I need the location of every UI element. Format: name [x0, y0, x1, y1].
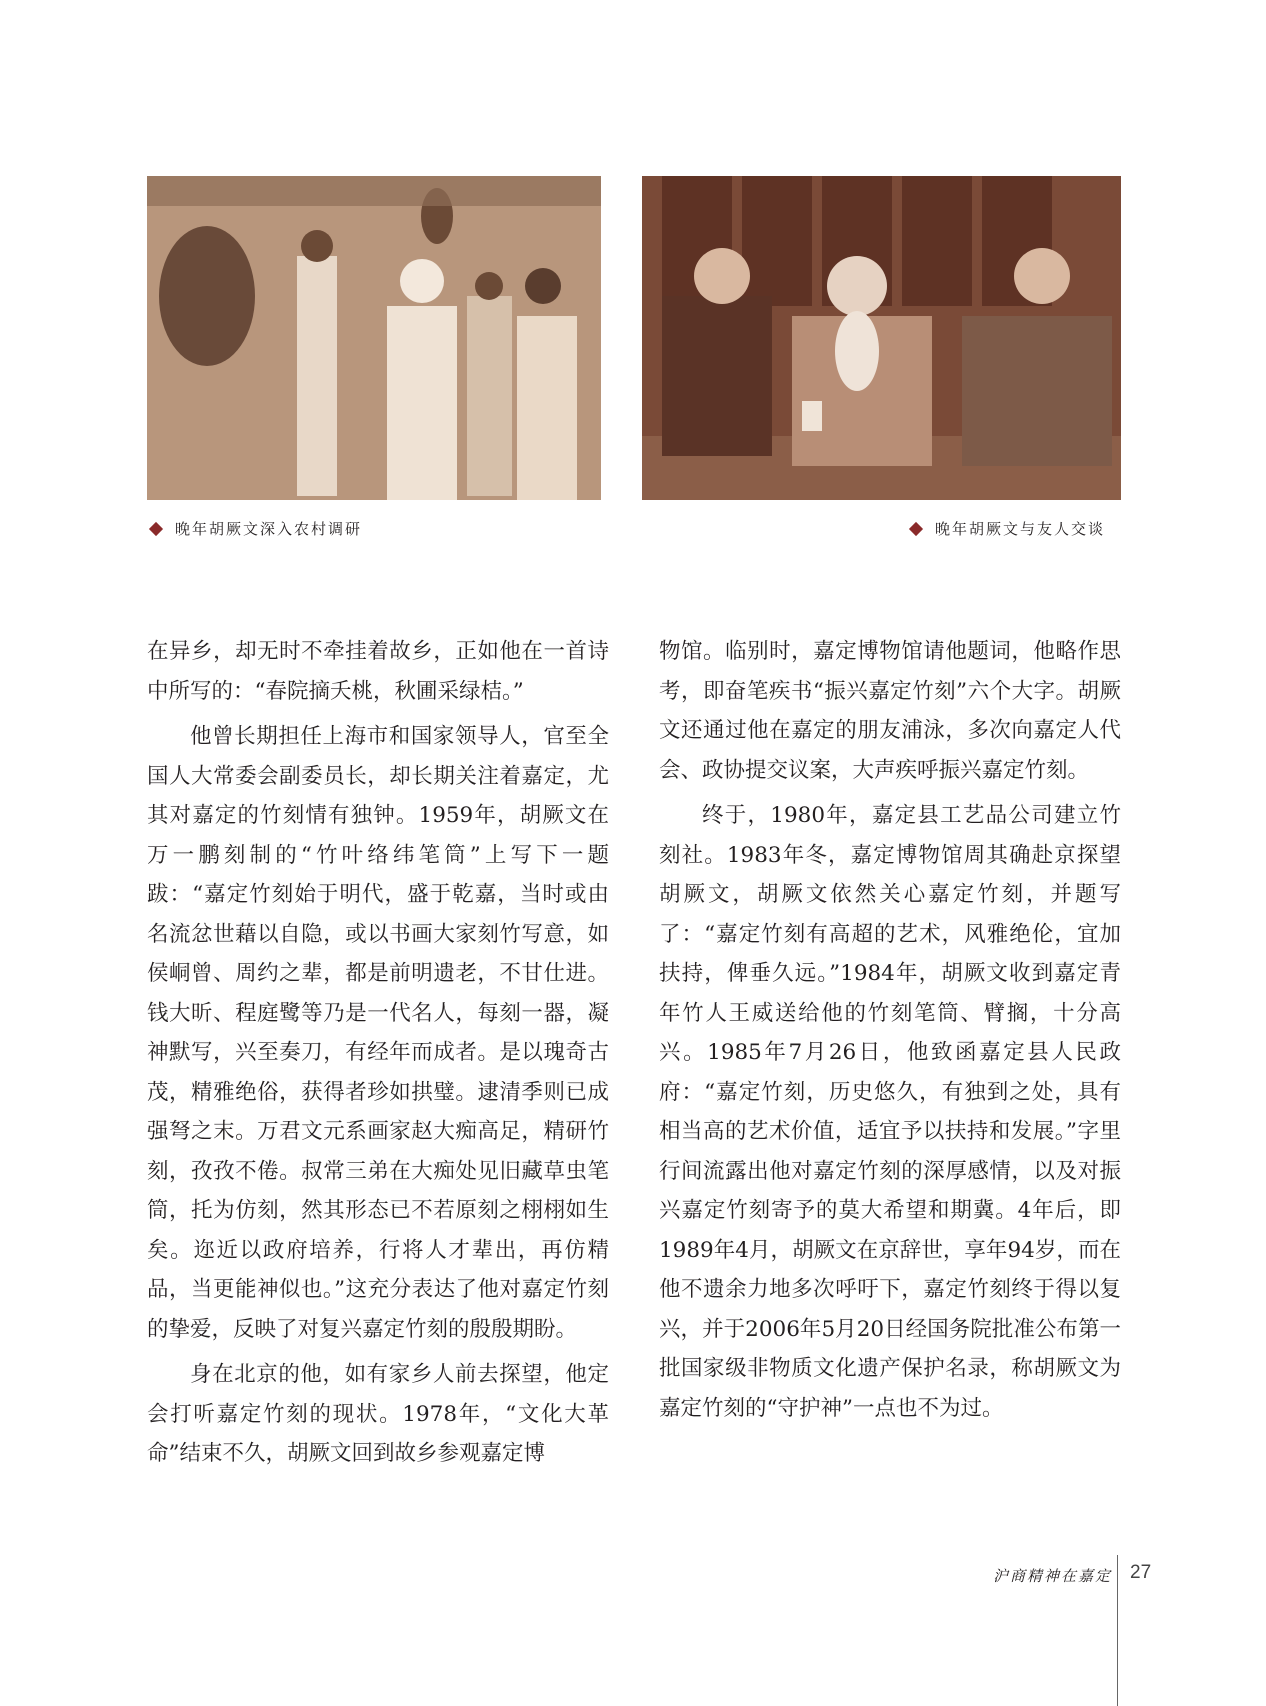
figure-caption-left	[151, 518, 362, 539]
figure-caption-left-text: 晚年胡厥文深入农村调研	[175, 520, 363, 538]
running-footer-title: 沪商精神在嘉定	[993, 1567, 1113, 1585]
figure-caption-right	[911, 518, 1105, 539]
photo-conversation	[642, 176, 1121, 500]
body-column-right	[659, 632, 1121, 1428]
paragraph: 终于，1980年，嘉定县工艺品公司建立竹刻社。1983年冬，嘉定博物馆周其确赴京探望胡厥文，胡厥文依然关心嘉定竹刻，并题写了：“嘉定竹刻有高超的艺术，风雅绝伦，宜加扶持，俾垂久远。”1984年，胡厥文收到嘉定青年竹人王威送给他的竹刻笔筒、臂搁，十分高兴。1985年7月26日，他致函嘉定县人民政府：“嘉定竹刻，历史悠久，有独到之处，具有相当高的艺术价值，适宜予以扶持和发展。”字里行间流露出他对嘉定竹刻的深厚感情，以及对振兴嘉定竹刻寄予的莫大希望和期冀。4年后，即1989年4月，胡厥文在京辞世，享年94岁，而在他不遗余力地多次呼吁下，嘉定竹刻终于得以复兴，并于2006年5月20日经国务院批准公布第一批国家级非物质文化遗产保护名录，称胡厥文为嘉定竹刻的“守护神”一点也不为过。	[659, 803, 1121, 1421]
photo-rural-research-image	[147, 176, 601, 500]
body-column-left	[147, 632, 609, 1474]
page-number: 27	[1130, 1562, 1152, 1583]
paragraph: 在异乡，却无时不牵挂着故乡，正如他在一首诗中所写的：“春院摘夭桃，秋圃采绿桔。”	[147, 639, 609, 704]
paragraph: 物馆。临别时，嘉定博物馆请他题词，他略作思考，即奋笔疾书“振兴嘉定竹刻”六个大字。胡厥文还通过他在嘉定的朋友浦泳，多次向嘉定人代会、政协提交议案，大声疾呼振兴嘉定竹刻。	[659, 639, 1121, 783]
paragraph: 身在北京的他，如有家乡人前去探望，他定会打听嘉定竹刻的现状。1978年，“文化大革命”结束不久，胡厥文回到故乡参观嘉定博	[147, 1362, 609, 1466]
photo-conversation-image	[642, 176, 1121, 500]
diamond-bullet-icon	[909, 521, 923, 535]
footer-divider	[1117, 1555, 1118, 1706]
photo-rural-research	[147, 176, 601, 500]
diamond-bullet-icon	[149, 521, 163, 535]
paragraph: 他曾长期担任上海市和国家领导人，官至全国人大常委会副委员长，却长期关注着嘉定，尤其对嘉定的竹刻情有独钟。1959年，胡厥文在万一鹏刻制的“竹叶络纬笔筒”上写下一题跋：“嘉定竹刻始于明代，盛于乾嘉，当时或由名流忿世藉以自隐，或以书画大家刻竹写意，如侯峒曾、周约之辈，都是前明遗老，不甘仕进。钱大昕、程庭鹭等乃是一代名人，每刻一器，凝神默写，兴至奏刀，有经年而成者。是以瑰奇古茂，精雅绝俗，获得者珍如拱璧。逮清季则已成强弩之末。万君文元系画家赵大痴高足，精研竹刻，孜孜不倦。叔常三弟在大痴处见旧藏草虫笔筒，托为仿刻，然其形态已不若原刻之栩栩如生矣。迩近以政府培养，行将人才辈出，再仿精品，当更能神似也。”这充分表达了他对嘉定竹刻的挚爱，反映了对复兴嘉定竹刻的殷殷期盼。	[147, 724, 609, 1342]
figure-caption-right-text: 晚年胡厥文与友人交谈	[935, 520, 1106, 538]
